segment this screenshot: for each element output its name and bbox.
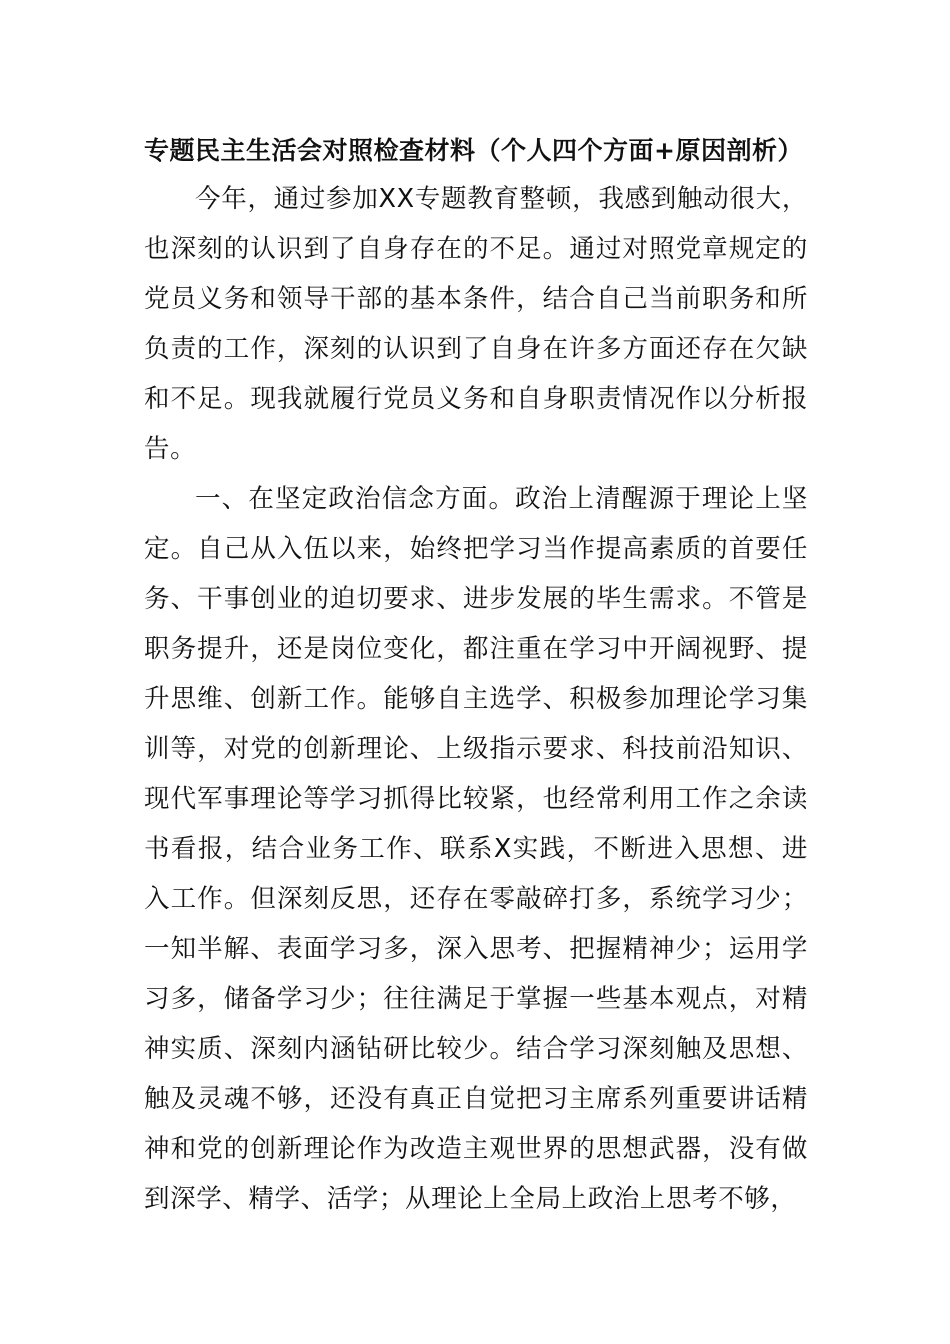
paragraph-political-belief: 一、在坚定政治信念方面。政治上清醒源于理论上坚定。自己从入伍以来，始终把学习当作提高素质的首要任务、干事创业的迫切要求、进步发展的毕生需求。不管是职务提升，还是岗位变化，都注重在学习中开阔视野、提升思维、创新工作。能够自主选学、积极参加理论学习集训等，对党的创新理论、上级指示要求、科技前沿知识、现代军事理论等学习抓得比较紧，也经常利用工作之余读书看报，结合业务工作、联系X实践，不断进入思想、进入工作。但深刻反思，还存在零敲碎打多，系统学习少；一知半解、表面学习多，深入思考、把握精神少；运用学习多，储备学习少；往往满足于掌握一些基本观点，对精神实质、深刻内涵钻研比较少。结合学习深刻触及思想、触及灵魂不够，还没有真正自觉把习主席系列重要讲话精神和党的创新理论作为改造主观世界的思想武器，没有做到深学、精学、活学；从理论上全局上政治上思考不够，	[144, 484, 808, 1214]
document-body	[144, 128, 808, 1224]
document-title: 专题民主生活会对照检查材料（个人四个方面+原因剖析）	[144, 136, 803, 165]
paragraph-intro: 今年，通过参加XX专题教育整顿，我感到触动很大，也深刻的认识到了自身存在的不足。通过对照党章规定的党员义务和领导干部的基本条件，结合自己当前职务和所负责的工作，深刻的认识到了自身在许多方面还存在欠缺和不足。现我就履行党员义务和自身职责情况作以分析报告。	[144, 184, 808, 464]
